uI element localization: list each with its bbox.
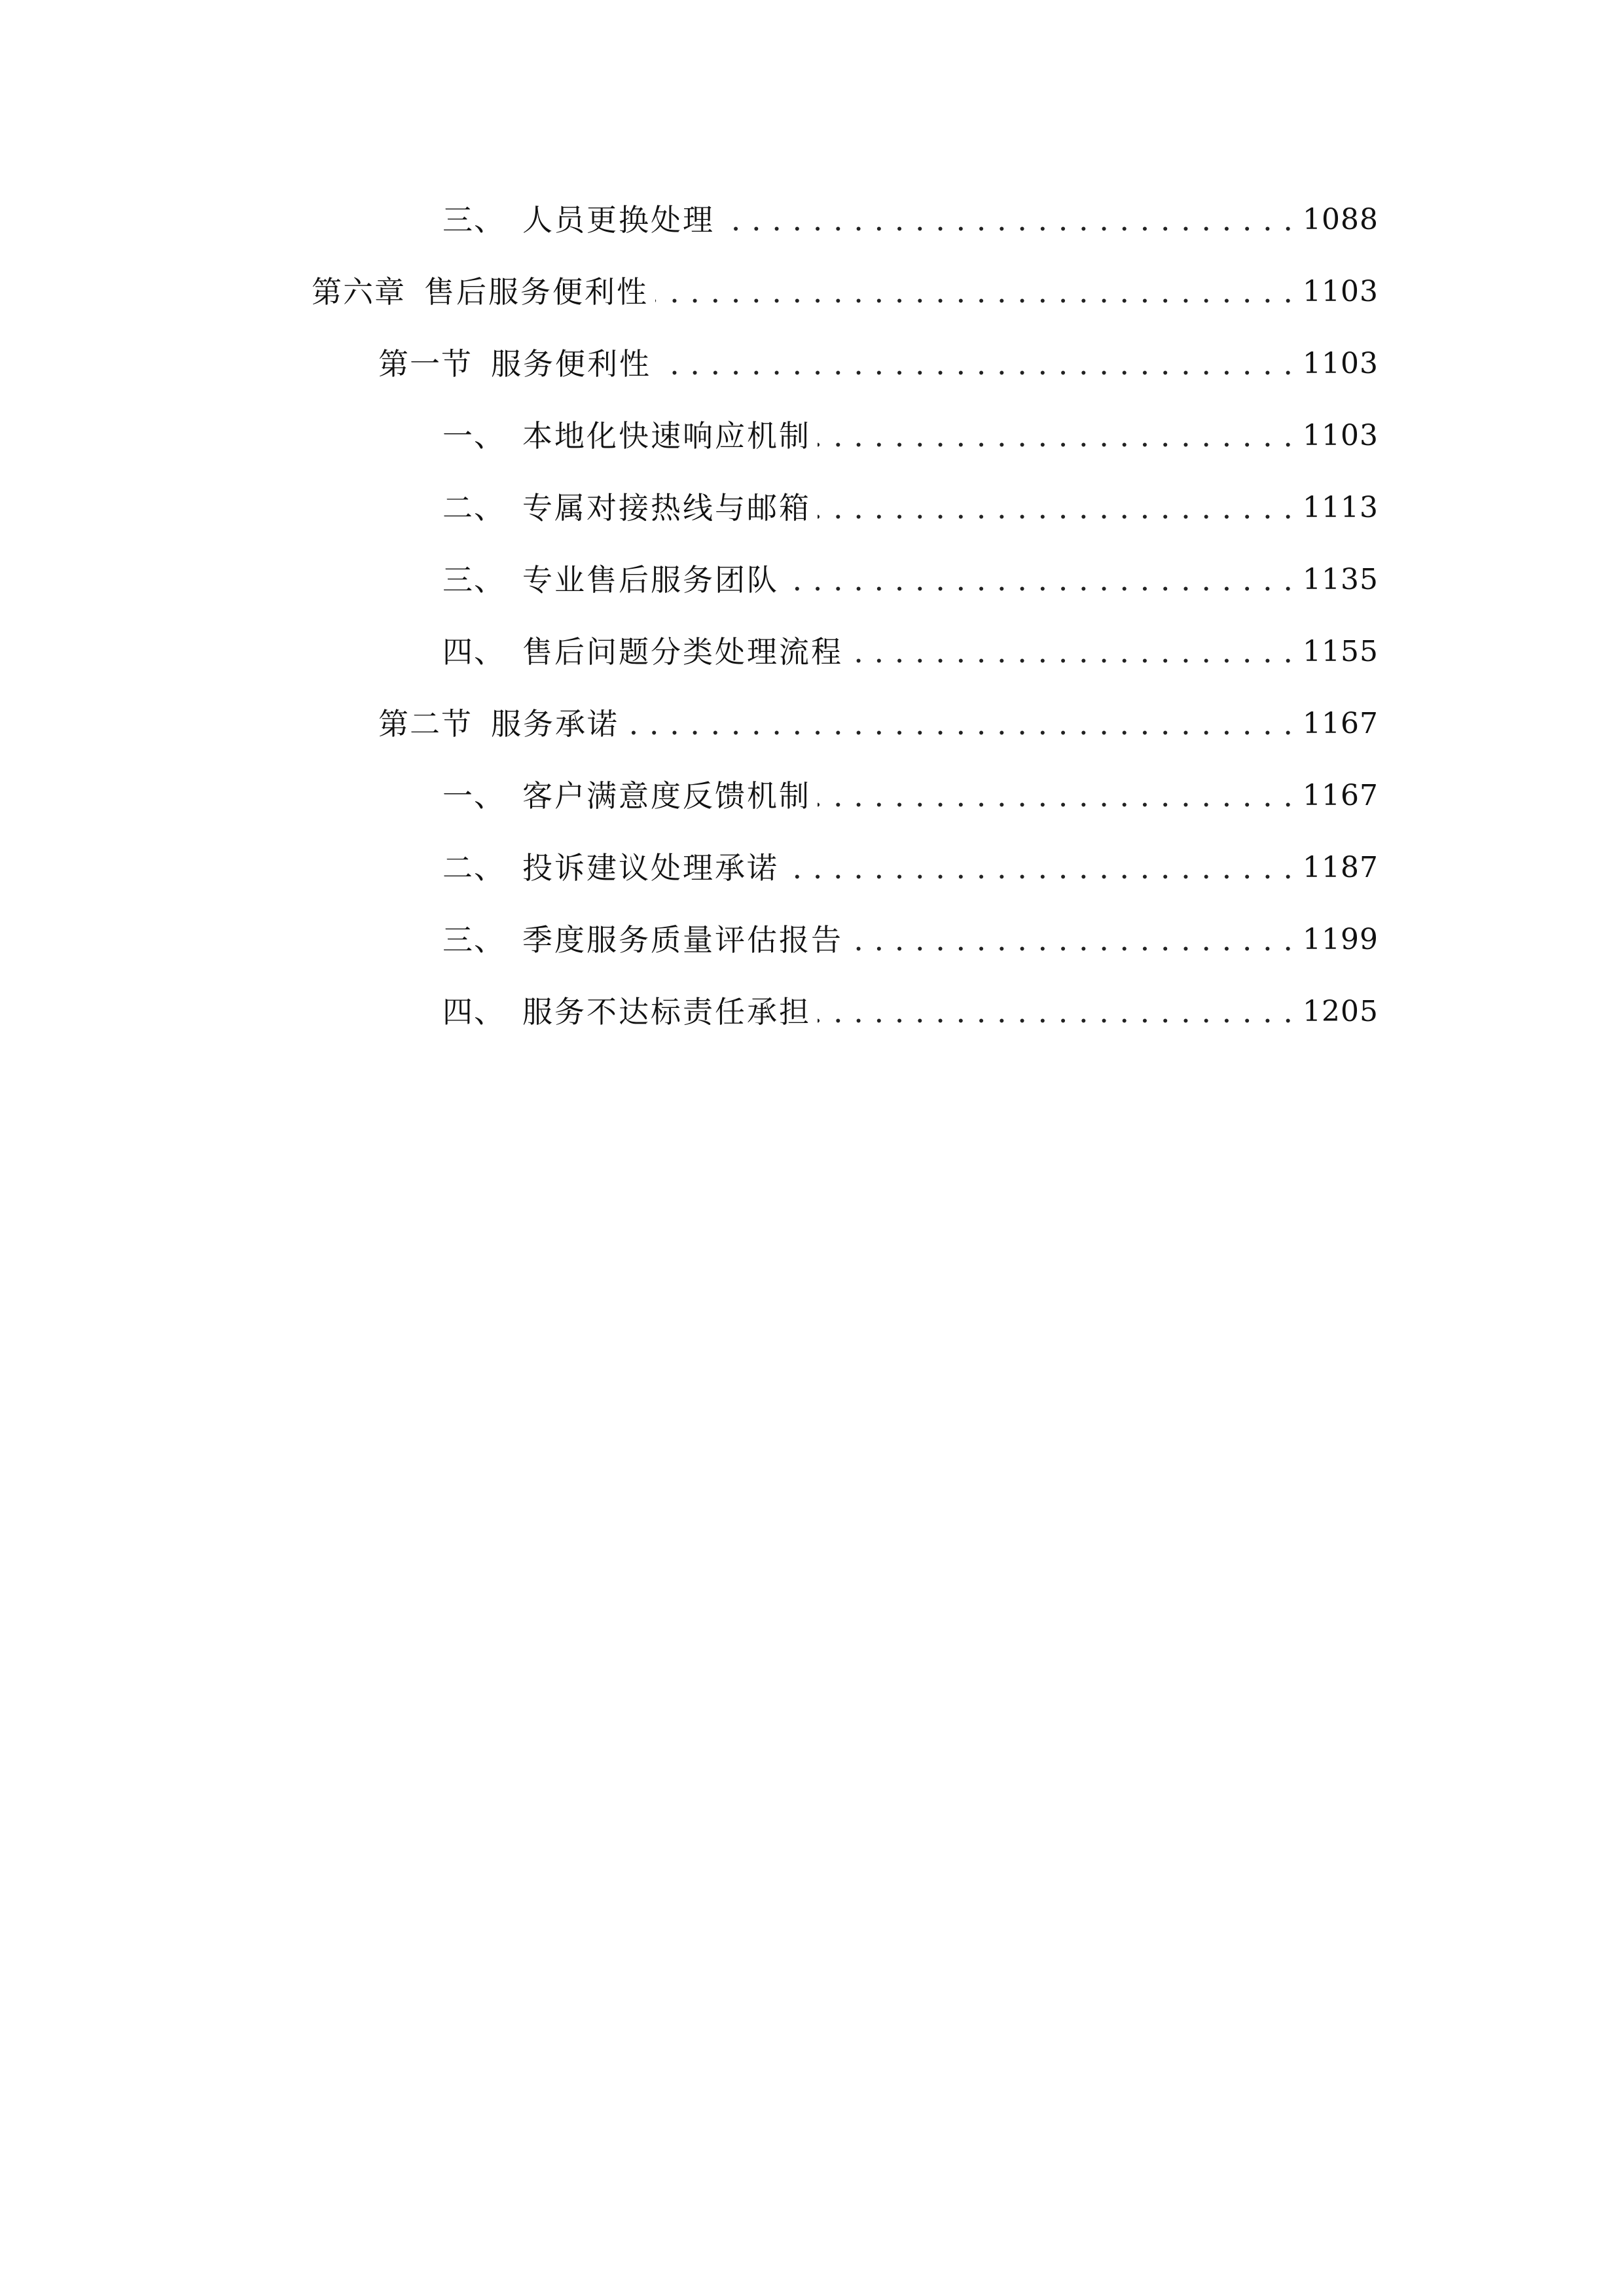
toc-entry-title: 人员更换处理	[522, 202, 715, 238]
toc-entry-page-number: 1167	[1303, 779, 1379, 812]
toc-entry-page-number: 1103	[1303, 275, 1379, 308]
toc-entry-title: 专业售后服务团队	[522, 562, 779, 598]
toc-entry[interactable]	[378, 698, 1379, 750]
toc-dot-leader	[658, 338, 1293, 390]
toc-entry[interactable]	[442, 626, 1379, 678]
toc-entry[interactable]	[442, 194, 1379, 246]
toc-entry-title: 服务不达标责任承担	[522, 994, 811, 1030]
toc-dot-leader	[785, 554, 1293, 606]
toc-entry-marker: 三、	[442, 202, 505, 238]
toc-entry-title: 服务便利性	[491, 346, 651, 382]
toc-entry[interactable]	[442, 410, 1379, 462]
toc-entry-title: 售后问题分类处理流程	[522, 634, 843, 670]
toc-entry-page-number: 1199	[1303, 923, 1379, 956]
toc-entry-title: 服务承诺	[491, 706, 619, 742]
toc-entry[interactable]	[442, 482, 1379, 534]
toc-entry-page-number: 1088	[1303, 203, 1379, 236]
toc-entry-page-number: 1187	[1303, 851, 1379, 884]
toc-entry[interactable]	[442, 914, 1379, 966]
toc-entry-page-number: 1205	[1303, 995, 1379, 1028]
toc-dot-leader	[721, 194, 1293, 246]
toc-dot-leader	[850, 626, 1293, 678]
toc-entry-page-number: 1103	[1303, 419, 1379, 452]
toc-entry-title: 客户满意度反馈机制	[522, 778, 811, 814]
toc-dot-leader	[626, 698, 1293, 750]
toc-entry-title: 本地化快速响应机制	[522, 418, 811, 454]
toc-entry-marker: 二、	[442, 850, 505, 886]
toc-entry-marker: 第二节	[378, 706, 473, 742]
toc-entry[interactable]	[442, 770, 1379, 822]
toc-entry-page-number: 1103	[1303, 347, 1379, 380]
toc-entry-marker: 第六章	[312, 274, 406, 310]
toc-dot-leader	[818, 482, 1293, 534]
toc-entry-marker: 一、	[442, 778, 505, 814]
toc-entry-marker: 四、	[442, 994, 505, 1030]
toc-dot-leader	[818, 410, 1293, 462]
toc-entry-page-number: 1113	[1303, 491, 1379, 524]
toc-entry-marker: 三、	[442, 562, 505, 598]
toc-entry[interactable]	[442, 986, 1379, 1038]
toc-dot-leader	[818, 770, 1293, 822]
toc-entry[interactable]	[442, 554, 1379, 606]
toc-entry-marker: 一、	[442, 418, 505, 454]
toc-entry-title: 投诉建议处理承诺	[522, 850, 779, 886]
toc-entry-page-number: 1135	[1303, 563, 1379, 596]
toc-entry[interactable]	[442, 842, 1379, 894]
toc-dot-leader	[655, 266, 1293, 318]
toc-entry[interactable]	[378, 338, 1379, 390]
toc-entry-title: 售后服务便利性	[424, 274, 649, 310]
toc-dot-leader	[818, 986, 1293, 1038]
toc-entry[interactable]	[312, 266, 1379, 318]
toc-entry-title: 专属对接热线与邮箱	[522, 490, 811, 526]
toc-entry-marker: 第一节	[378, 346, 473, 382]
toc-entry-title: 季度服务质量评估报告	[522, 922, 843, 958]
toc-entry-page-number: 1155	[1303, 635, 1379, 668]
toc-dot-leader	[850, 914, 1293, 966]
toc-entry-marker: 四、	[442, 634, 505, 670]
toc-entry-marker: 三、	[442, 922, 505, 958]
toc-dot-leader	[785, 842, 1293, 894]
toc-entry-marker: 二、	[442, 490, 505, 526]
toc-entry-page-number: 1167	[1303, 707, 1379, 740]
